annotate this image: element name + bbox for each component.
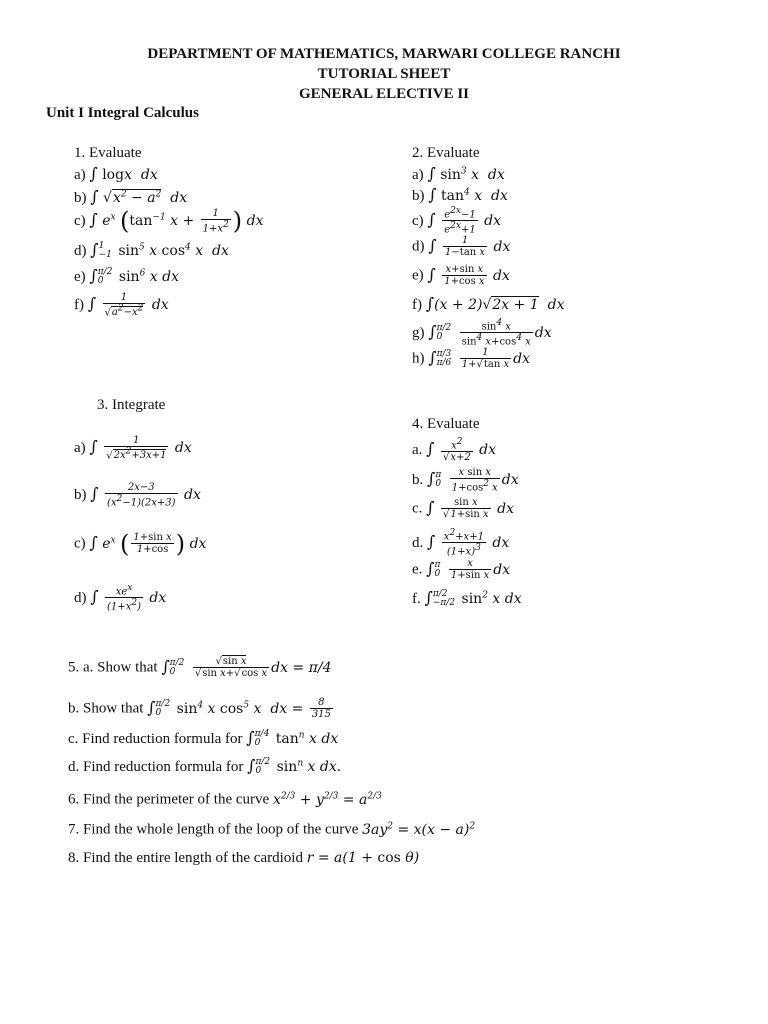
q4-f-expr: ∫ π/2 −π/2 $\sin^2 x$ dx — [424, 588, 522, 608]
q4-b-expr: ∫ π 0 $\frac{\text{x sin x}}{1+\cos^2 x}$ dx — [427, 467, 519, 494]
q8-text: 8. Find the entire length of the cardioid — [68, 850, 303, 866]
q2-e-label: e) — [412, 267, 424, 284]
q1-f-expr: ∫ $\frac{1}{√a^2-x^2}$ dx — [87, 292, 169, 319]
q1-b-expr: ∫ $√x^2 - a^2$ dx — [90, 187, 188, 206]
q2-f-label: f) — [412, 297, 422, 313]
q1-title: 1. Evaluate — [74, 145, 142, 161]
q4-f-label: f. — [412, 591, 421, 607]
q5-d-expr: ∫ π/2 0 $\sin^n x$ dx. — [247, 756, 342, 776]
unit-heading: Unit I Integral Calculus — [46, 105, 199, 121]
q2-g-expr: ∫ π/2 0 $\frac{\sin^4 x}{\sin^4 x+\cos^4 x}$ dx — [428, 318, 552, 348]
q1-e-label: e) — [74, 269, 86, 285]
q1-b — [74, 187, 187, 207]
q1-d-expr: ∫ 1 −1 $\sin^5 x$ $\cos^4 x$ dx — [90, 240, 229, 260]
q2-e-expr: ∫ $\frac{\text{x+sin x}}{\text{1+cos x}}$ dx — [427, 264, 510, 287]
q3-b — [74, 482, 201, 508]
q1-a-label: a) — [74, 167, 86, 183]
q8 — [68, 850, 419, 867]
q2-e — [412, 264, 510, 287]
q4-title: 4. Evaluate — [412, 416, 480, 432]
q2-d — [412, 235, 510, 258]
q2-f — [412, 294, 564, 314]
q3-b-label: b) — [74, 487, 87, 504]
q4-d-label: d. — [412, 534, 424, 551]
q7 — [68, 821, 475, 839]
q2-b-label: b) — [412, 188, 425, 204]
q2-f-expr: ∫(x + 2)√2x + 1 dx — [425, 294, 565, 313]
q4-a — [412, 437, 496, 463]
q2-a-label: a) — [412, 167, 424, 183]
q5-a-expr: ∫ π/2 0 $\frac{\text{√sin x}}{\text{√sin x+√cos x}}$ dx = π/4 — [161, 656, 332, 679]
q1-f — [74, 292, 169, 318]
q2-c — [412, 206, 501, 236]
q8-expr: r = a(1 + cos θ) — [306, 850, 420, 866]
q2-d-expr: ∫ $\frac{1}{\text{1−tan x}}$ dx — [428, 235, 511, 258]
q1-e-expr: ∫ π/2 0 $\sin^6 x$ dx — [89, 266, 179, 286]
course-title: GENERAL ELECTIVE II — [298, 86, 470, 102]
q4-d-expr: ∫ $\frac{x^2+x+1}{(1+x)^3}$ dx — [427, 528, 510, 558]
q2-a — [412, 164, 505, 184]
q3-b-expr: ∫ $\frac{2x-3}{(x^2-1)(2x+3)}$ dx — [90, 482, 201, 509]
q1-a — [74, 164, 158, 184]
q6 — [68, 791, 382, 809]
q4-e-label: e. — [412, 561, 423, 578]
q4-a-expr: ∫ $\frac{x^2}{√x+2}$ dx — [426, 437, 497, 464]
q2-h-label: h) — [412, 350, 425, 367]
q3-c-expr: ∫ $e^x$ ( $\frac{\text{1+sin x}}{1+\cos}$ ) dx — [89, 529, 207, 558]
department-title: DEPARTMENT OF MATHEMATICS, MARWARI COLLEGE RANCHI — [147, 46, 621, 62]
q5-d — [68, 756, 341, 776]
q2-c-label: c) — [412, 212, 424, 229]
q4-b-label: b. — [412, 472, 424, 489]
q1-c — [74, 208, 263, 234]
q2-b — [412, 185, 508, 205]
q7-expr: $3ay^2 = x(x - a)^2$ — [362, 821, 476, 838]
q7-text: 7. Find the whole length of the loop of the curve — [68, 821, 359, 838]
q1-e — [74, 266, 179, 286]
q4-e-expr: ∫ π 0 $\frac{x}{\text{1+sin x}}$ dx — [426, 558, 511, 581]
q4-c-expr: ∫ $\frac{\text{sin x}}{\text{√1+sin x}}$ dx — [426, 497, 515, 520]
q1-d-label: d) — [74, 243, 87, 259]
q6-expr: $x^{2/3} + y^{2/3} = a^{2/3}$ — [272, 791, 382, 808]
q1-c-label: c) — [74, 213, 86, 230]
q5-c-text: c. Find reduction formula for — [68, 731, 243, 747]
q2-h — [412, 347, 530, 370]
q3-c-label: c) — [74, 535, 86, 552]
q1-f-label: f) — [74, 297, 84, 314]
q1-c-expr: ∫ $e^x$ ($\tan^{-1}$ x + $\frac{1}{1+x^2}$ ) dx — [89, 207, 264, 236]
q4-c-label: c. — [412, 500, 423, 517]
q3-a-label: a) — [74, 440, 86, 457]
q3-d-label: d) — [74, 589, 87, 606]
q5-b — [68, 697, 335, 720]
q4-d — [412, 528, 509, 558]
q3-title: 3. Integrate — [97, 397, 166, 413]
q5-b-text: b. Show that — [68, 700, 144, 717]
q2-title: 2. Evaluate — [412, 145, 480, 161]
q3-d — [74, 583, 166, 613]
q5-a — [68, 656, 331, 679]
q3-a-expr: ∫ $\frac{1}{√2x^2+3x+1}$ dx — [89, 435, 192, 462]
q1-b-label: b) — [74, 190, 87, 206]
q4-f — [412, 588, 522, 608]
q3-c — [74, 529, 207, 558]
q3-d-expr: ∫ $\frac{xe^x}{(1+x^2)}$ dx — [90, 583, 167, 613]
q2-g-label: g) — [412, 324, 425, 341]
q3-a — [74, 435, 192, 461]
q5-c — [68, 728, 338, 748]
q5-a-text: 5. a. Show that — [68, 659, 158, 676]
q1-d — [74, 240, 229, 260]
q4-c — [412, 497, 514, 520]
q5-b-expr: ∫ π/2 0 $\sin^4 x$ $\cos^5 x$ dx = $\frac{8}{315}$ — [147, 697, 331, 720]
q2-g — [412, 318, 552, 348]
q2-h-expr: ∫ π/3 π/6 $\frac{1}{\text{1+√tan x}}$ dx — [428, 347, 530, 370]
q5-c-expr: ∫ π/4 0 $\tan^n x$ dx — [246, 728, 339, 748]
q2-c-expr: ∫ $\frac{e^{2x}-1}{e^{2x}+1}$ dx — [427, 206, 501, 236]
sheet-title: TUTORIAL SHEET — [317, 66, 451, 82]
q4-e — [412, 558, 510, 581]
q4-b — [412, 467, 519, 493]
q2-d-label: d) — [412, 238, 425, 255]
q1-a-expr: ∫ logx dx — [89, 164, 158, 183]
q5-d-text: d. Find reduction formula for — [68, 759, 244, 775]
q6-text: 6. Find the perimeter of the curve — [68, 791, 270, 808]
q2-b-expr: ∫ $\tan^4 x$ dx — [428, 185, 508, 204]
q4-a-label: a. — [412, 442, 423, 459]
q2-a-expr: ∫ $\sin^3 x$ dx — [427, 164, 505, 183]
